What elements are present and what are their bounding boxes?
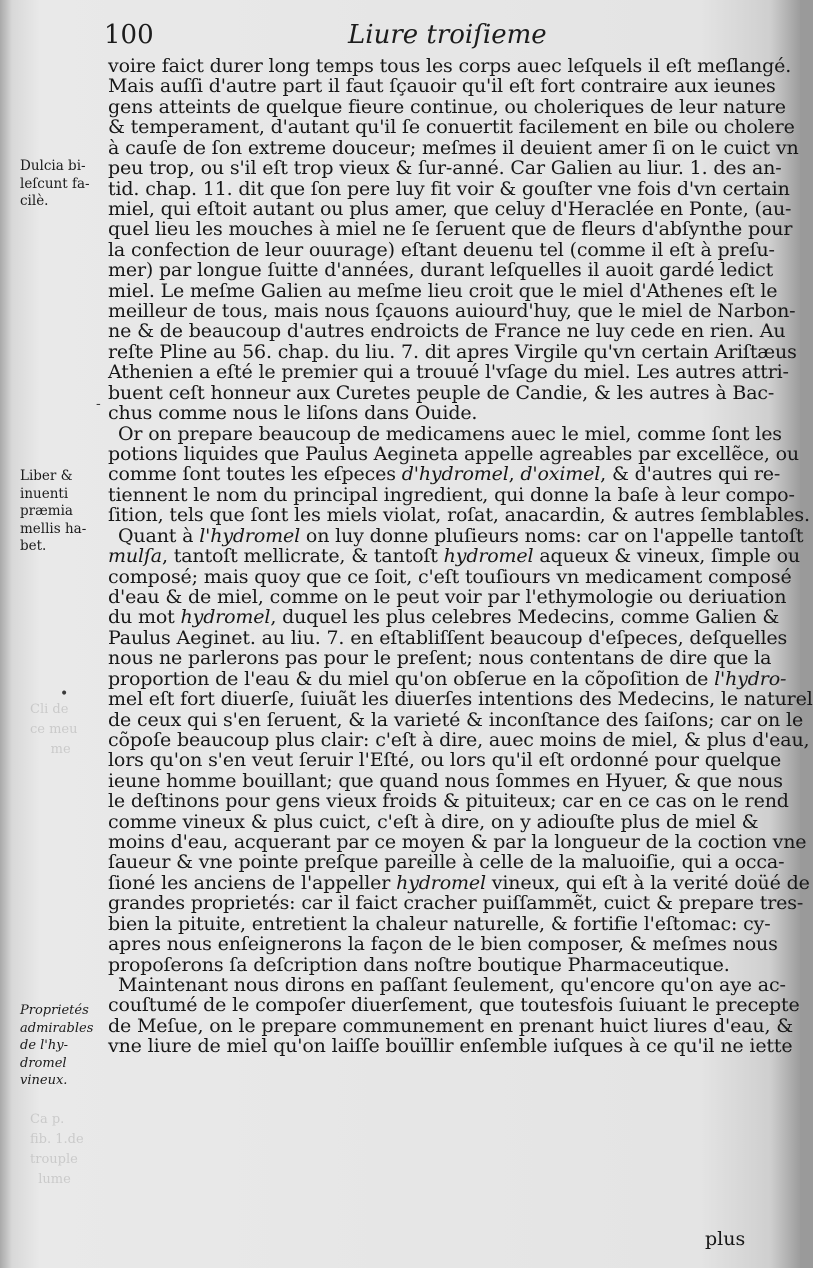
text-line: de Meſue, on le prepare communement en prenant huict liures d'eau, &: [108, 1014, 794, 1037]
body-text: [108, 55, 813, 1058]
text-line: potions liquides que Paulus Aegineta appelle agreables par excellẽce, ou: [108, 443, 800, 466]
text-line: Mais auſſi d'autre part il faut ſçauoir qu'il eſt fort contraire aux ieunes: [108, 75, 776, 98]
text-line: nous ne parlerons pas pour le preſent; nous contentans de dire que la: [108, 647, 772, 670]
margin-note-line: admirables: [20, 1020, 94, 1036]
text-line: lors qu'on s'en veut ſeruir l'Eſté, ou lors qu'il eſt ordonné pour quelque: [108, 749, 782, 772]
text-line: composé; mais quoy que ce ſoit, c'eſt touſiours vn medicament composé: [108, 565, 792, 588]
text-line: mer) par longue ſuitte d'années, durant leſquelles il auoit gardé ledict: [108, 259, 774, 282]
margin-note-line: Proprietés: [20, 1003, 89, 1018]
text-line: ne & de beaucoup d'autres endroicts de France ne luy cede en rien. Au: [108, 320, 786, 343]
text-line: tid. chap. 11. dit que ſon pere luy fit voir & gouſter vne fois d'vn certain: [108, 177, 790, 200]
catchword: plus: [705, 1228, 746, 1250]
text-line: Athenien a eſté le premier qui a trouué l'vſage du miel. Les autres attri-: [108, 361, 789, 384]
margin-note: [20, 1002, 104, 1090]
text-line: ſioné les anciens de l'appeller hydromel vineux, qui eſt à la verité doüé de: [108, 871, 810, 894]
margin-note-line: mellis ha-: [20, 520, 87, 537]
margin-note-line: Dulcia bi-: [20, 158, 86, 174]
text-line: grandes proprietés: car il faict cracher puiſſammẽt, cuict & prepare tres-: [108, 892, 804, 915]
bleed-through-text: Cli de ce meu me: [30, 702, 78, 757]
text-line: reſte Pline au 56. chap. du liu. 7. dit apres Virgile qu'vn certain Ariſtæus: [108, 340, 797, 363]
text-line: d'eau & de miel, comme on le peut voir par l'ethymologie ou deriuation: [108, 585, 787, 608]
text-line: ſition, tels que ſont les miels violat, roſat, anacardin, & autres ſemblables.: [108, 504, 810, 527]
margin-note-line: præmia: [20, 503, 73, 519]
text-line: voire faict durer long temps tous les corps auec leſquels il eſt meſlangé.: [108, 55, 792, 77]
text-line: Paulus Aeginet. au liu. 7. en eſtabliſſent beaucoup d'eſpeces, deſquelles: [108, 626, 788, 649]
text-line: & temperament, d'autant qu'il ſe conuertit facilement en bile ou cholere: [108, 116, 795, 139]
text-line: comme ſont toutes les eſpeces d'hydromel, d'oximel, & d'autres qui re-: [108, 463, 781, 486]
text-line: moins d'eau, acquerant par ce moyen & par la longueur de la coction vne: [108, 831, 807, 854]
text-line: Maintenant nous dirons en paſſant ſeulement, qu'encore qu'on aye ac-: [118, 973, 786, 996]
text-line: ſaueur & vne pointe preſque pareille à celle de la maluoiſie, qui a occa-: [108, 851, 785, 874]
page-number: 100: [104, 20, 154, 50]
margin-note-line: dromel: [20, 1055, 67, 1071]
margin-note: [20, 468, 104, 556]
text-line: mel eſt fort diuerſe, ſuiuãt les diuerſes intentions des Medecins, le naturel: [108, 688, 813, 711]
margin-note-line: leſcunt fa-: [20, 175, 90, 192]
text-line: meilleur de tous, mais nous ſçauons auiourd'huy, que le miel de Narbon-: [108, 300, 796, 323]
text-line: peu trop, ou s'il eſt trop vieux & ſur-anné. Car Galien au liur. 1. des an-: [108, 157, 782, 180]
text-line: apres nous enſeignerons la façon de le bien composer, & meſmes nous: [108, 933, 778, 956]
text-line: mulſa, tantoſt mellicrate, & tantoſt hydromel aqueux & vineux, ſimple ou: [108, 545, 801, 568]
text-line: propoſerons ſa deſcription dans noſtre boutique Pharmaceutique.: [108, 953, 730, 976]
margin-note-line: vineux.: [20, 1073, 68, 1088]
text-line: bien la pituite, entretient la chaleur naturelle, & fortifie l'eſtomac: cy-: [108, 912, 771, 935]
text-line: proportion de l'eau & du miel qu'on obſerue en la cõpoſition de l'hydro-: [108, 667, 787, 690]
text-line: buent ceſt honneur aux Curetes peuple de Candie, & les autres à Bac-: [108, 381, 775, 404]
text-line: comme vineux & plus cuict, c'eſt à dire, on y adiouſte plus de miel &: [108, 810, 759, 833]
margin-note-line: cilè.: [20, 193, 49, 209]
margin-mark: -: [96, 396, 101, 412]
text-line: quel lieu les mouches à miel ne ſe ſeruent que de fleurs d'abſynthe pour: [108, 218, 793, 241]
text-line: vne liure de miel qu'on laiſſe bouïllir enſemble iuſques à ce qu'il ne iette: [108, 1035, 793, 1058]
text-line: miel. Le meſme Galien au meſme lieu croit que le miel d'Athenes eſt le: [108, 279, 778, 302]
margin-mark: •: [60, 686, 69, 702]
margin-note-line: Liber &: [20, 468, 73, 484]
text-line: tiennent le nom du principal ingredient, qui donne la baſe à leur compo-: [108, 483, 795, 506]
bleed-through-text: Ca p. fib. 1.de trouple lume: [30, 1112, 84, 1187]
text-line: ieune homme bouillant; que quand nous ſommes en Hyuer, & que nous: [108, 769, 783, 792]
text-line: la confection de leur ouurage) eſtant deuenu tel (comme il eſt à preſu-: [108, 238, 775, 261]
text-line: gens atteints de quelque fieure continue, ou choleriques de leur nature: [108, 95, 786, 118]
text-line: Or on prepare beaucoup de medicamens auec le miel, comme ſont les: [118, 422, 782, 445]
text-line: Quant à l'hydromel on luy donne pluſieurs noms: car on l'appelle tantoſt: [118, 524, 804, 547]
text-line: chus comme nous le liſons dans Ouide.: [108, 402, 478, 425]
text-line: à cauſe de ſon extreme douceur; meſmes il deuient amer ſi on le cuict vn: [108, 136, 799, 159]
margin-note-line: bet.: [20, 538, 47, 554]
margin-note-line: inuenti: [20, 485, 69, 502]
running-head: [100, 20, 740, 54]
text-line: le deſtinons pour gens vieux froids & pituiteux; car en ce cas on le rend: [108, 790, 789, 813]
running-title: Liure troiſieme: [348, 20, 547, 50]
text-line: couſtumé de le compoſer diuerſement, que toutesfois ſuiuant le precepte: [108, 994, 800, 1017]
text-line: cõpoſe beaucoup plus clair: c'eſt à dire, auec moins de miel, & plus d'eau,: [108, 728, 810, 751]
margin-note: [20, 158, 104, 211]
text-line: de ceux qui s'en ſeruent, & la varieté & inconſtance des ſaiſons; car on le: [108, 708, 804, 731]
text-line: du mot hydromel, duquel les plus celebres Medecins, comme Galien &: [108, 606, 780, 629]
text-line: miel, qui eſtoit autant ou plus amer, que celuy d'Heraclée en Ponte, (au-: [108, 197, 792, 220]
margin-note-line: de l'hy-: [20, 1038, 68, 1053]
